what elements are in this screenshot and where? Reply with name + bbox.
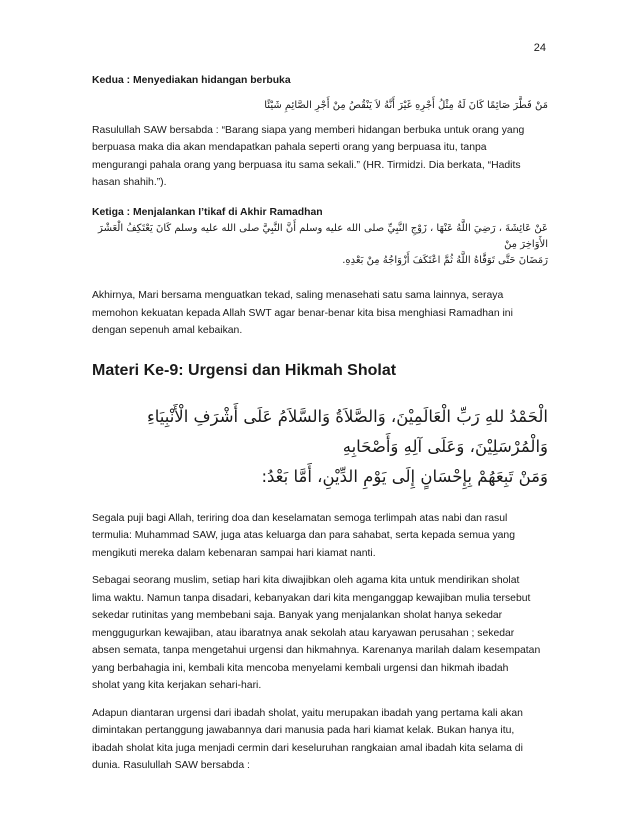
paragraph-2 <box>92 572 548 695</box>
arabic-line: الْحَمْدُ للهِ رَبِّ الْعَالَمِيْنَ، وَالصَّلاَةُ وَالسَّلاَمُ عَلَى أَشْرَفِ الْأَنْبِيَاءِ وَالْمُرْسَلِيْنَ، وَعَلَى آلِهِ وَأَصْحَابِهِ <box>146 406 548 456</box>
arabic-opening <box>92 402 548 492</box>
text-line: mengikuti mereka dalam kebenaran sampai hari kiamat nanti. <box>92 547 376 559</box>
text-line: termulia: Muhammad SAW, juga atas keluarga dan para sahabat, serta kepada semua yang <box>92 530 515 541</box>
text-line: Sebagai seorang muslim, setiap hari kita diwajibkan oleh agama kita untuk mendirikan sholat <box>92 575 520 586</box>
page-number: 24 <box>533 42 546 54</box>
text-line: ibadah sholat kita juga menjadi cermin dari keseluruhan rangkaian amal ibadah kita selama di <box>92 742 523 754</box>
arabic-hadith-kedua: مَنْ فَطَّرَ صَائِمًا كَانَ لَهُ مِثْلُ أَجْرِهِ غَيْرَ أَنَّهُ لاَ يَنْقُصُ مِنْ أَجْرِ الصَّائِمِ شَيْئًا <box>264 99 548 111</box>
text-line: Rasulullah SAW bersabda : “Barang siapa yang memberi hidangan berbuka untuk orang yang <box>92 124 525 136</box>
paragraph-kedua <box>92 122 548 192</box>
paragraph-3 <box>92 705 548 775</box>
paragraph-1 <box>92 510 548 563</box>
text-line: Adapun diantaran urgensi dari ibadah sholat, yaitu merupakan ibadah yang pertama kali akan <box>92 707 523 719</box>
text-line: menggugurkan kewajiban, atau ibaratnya anak sekolah atau karyawan perusahan ; sekedar <box>92 627 515 639</box>
materi-title: Materi Ke-9: Urgensi dan Hikmah Sholat <box>92 361 397 379</box>
arabic-line: رَمَضَانَ حَتَّى تَوَفَّاهُ اللَّهُ ثُمَّ اعْتَكَفَ أَزْوَاجُهُ مِنْ بَعْدِهِ. <box>342 255 548 266</box>
text-line: dunia. Rasulullah SAW bersabda : <box>92 760 250 771</box>
text-line: hasan shahih.”). <box>92 177 167 188</box>
text-line: Segala puji bagi Allah, teriring doa dan keselamatan semoga terlimpah atas nabi dan rasul <box>92 512 508 524</box>
text-line: dengan sepenuh amal kebaikan. <box>92 325 243 336</box>
arabic-line: وَمَنْ تَبِعَهُمْ بِإِحْسَانٍ إِلَى يَوْمِ الدِّيْنِ، أَمَّا بَعْدُ: <box>261 466 548 486</box>
text-line: dimintakan pertanggung jawabannya dari manusia pada hari kiamat kelak. Bukan hanya itu, <box>92 725 515 736</box>
text-line: memohon kekuatan kepada Allah SWT agar benar-benar kita bisa menghiasi Ramadhan ini <box>92 307 513 319</box>
text-line: sholat yang kita kerjakan sehari-hari. <box>92 680 262 691</box>
text-line: lima waktu. Namun tanpa disadari, kebanyakan dari kita menganggap kewajiban mulia tersebut <box>92 592 531 604</box>
text-line: berpuasa maka dia akan mendapatkan pahala seperti orang yang berpuasa itu, tanpa <box>92 142 487 153</box>
text-line: Akhirnya, Mari bersama menguatkan tekad, saling menasehati satu sama lainnya, seraya <box>92 290 504 301</box>
text-line: yang berbahagia ini, kembali kita mencoba menyelami kembali urgensi dan hikmah ibadah <box>92 662 509 674</box>
paragraph-closing <box>92 287 548 340</box>
text-line: absen semata, tanpa mengetahui urgensi dan hikmahnya. Karenanya marilah dalam kesempatan <box>92 645 541 656</box>
page-content <box>92 72 548 775</box>
text-line: mengurangi pahala orang yang berpuasa itu sama sekali.” (HR. Tirmidzi. Dia berkata, “Hadits <box>92 159 521 171</box>
section-heading-kedua: Kedua : Menyediakan hidangan berbuka <box>92 75 291 86</box>
text-line: sekedar rutinitas yang membebani saja. Banyak yang menjalankan sholat hanya sekedar <box>92 610 503 621</box>
arabic-line: عَنْ عَائِشَةَ ، رَضِيَ اللَّهُ عَنْهَا ، زَوْجِ النَّبِيِّ صلى الله عليه وسلم أَنَّ النَّبِيَّ صلى الله عليه وسلم كَانَ يَعْتَكِفُ الْعَشْرَ الأَوَاخِرَ مِنْ <box>98 223 548 250</box>
arabic-hadith-ketiga <box>92 221 548 269</box>
section-heading-ketiga: Ketiga : Menjalankan I’tikaf di Akhir Ramadhan <box>92 206 323 218</box>
